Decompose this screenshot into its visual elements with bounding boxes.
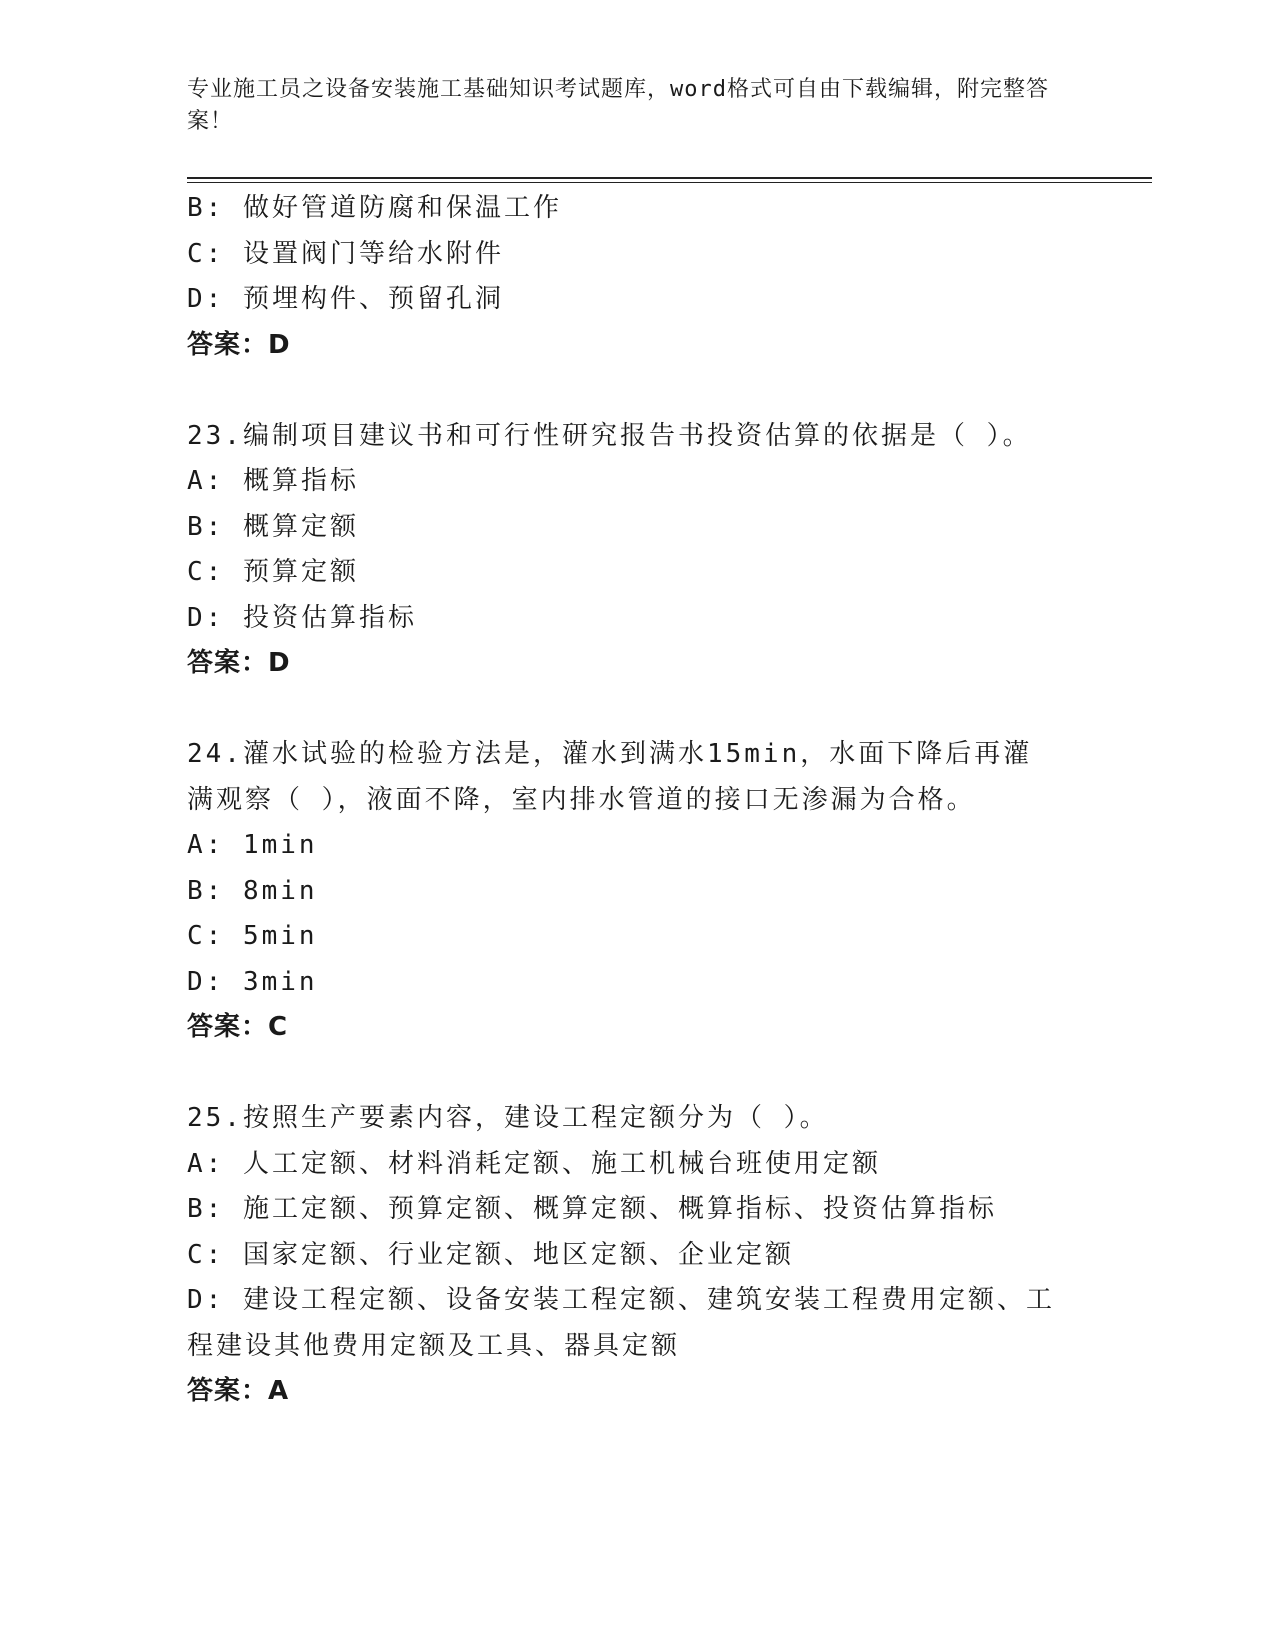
option-d: D: 投资估算指标 <box>187 602 417 633</box>
option-d: D: 建设工程定额、设备安装工程定额、建筑安装工程费用定额、工程建设其他费用定额及工具、器具定额 <box>187 1285 1055 1361</box>
option-a: A: 1min <box>187 830 318 860</box>
question-spacer <box>187 1051 1087 1097</box>
option-c: C: 预算定额 <box>187 557 359 587</box>
question-list <box>187 186 1087 1415</box>
option-b: B: 做好管道防腐和保温工作 <box>187 193 562 223</box>
question-23 <box>187 414 1087 687</box>
option-a: A: 概算指标 <box>187 466 359 496</box>
option-c: C: 国家定额、行业定额、地区定额、企业定额 <box>187 1239 794 1270</box>
question-24 <box>187 732 1087 1051</box>
option-c: C: 5min <box>187 921 318 951</box>
answer-line: 答案：A <box>187 1376 290 1406</box>
option-a: A: 人工定额、材料消耗定额、施工机械台班使用定额 <box>187 1148 881 1179</box>
answer-line: 答案：D <box>187 648 291 678</box>
option-b: B: 8min <box>187 875 318 906</box>
question-spacer <box>187 368 1087 414</box>
answer-line: 答案：D <box>187 329 291 360</box>
document-header: 专业施工员之设备安装施工基础知识考试题库，word格式可自由下载编辑，附完整答案！ <box>187 77 1049 134</box>
option-c: C: 设置阀门等给水附件 <box>187 238 504 269</box>
option-d: D: 预埋构件、预留孔洞 <box>187 284 504 314</box>
option-d: D: 3min <box>187 966 318 997</box>
question-stem: 25.按照生产要素内容，建设工程定额分为（ ）。 <box>187 1103 829 1133</box>
question-25 <box>187 1096 1087 1415</box>
question-spacer <box>187 687 1087 733</box>
answer-line: 答案：C <box>187 1012 289 1042</box>
option-b: B: 施工定额、预算定额、概算定额、概算指标、投资估算指标 <box>187 1194 997 1224</box>
header-rule-thick <box>187 177 1152 179</box>
question-stem: 23.编制项目建议书和可行性研究报告书投资估算的依据是（ ）。 <box>187 420 1032 451</box>
option-b: B: 概算定额 <box>187 511 359 542</box>
header-rule-thin <box>187 182 1152 183</box>
partial-question <box>187 186 1087 368</box>
question-stem: 24.灌水试验的检验方法是，灌水到满水15min，水面下降后再灌满观察（ ），液面不降，室内排水管道的接口无渗漏为合格。 <box>187 739 1033 815</box>
